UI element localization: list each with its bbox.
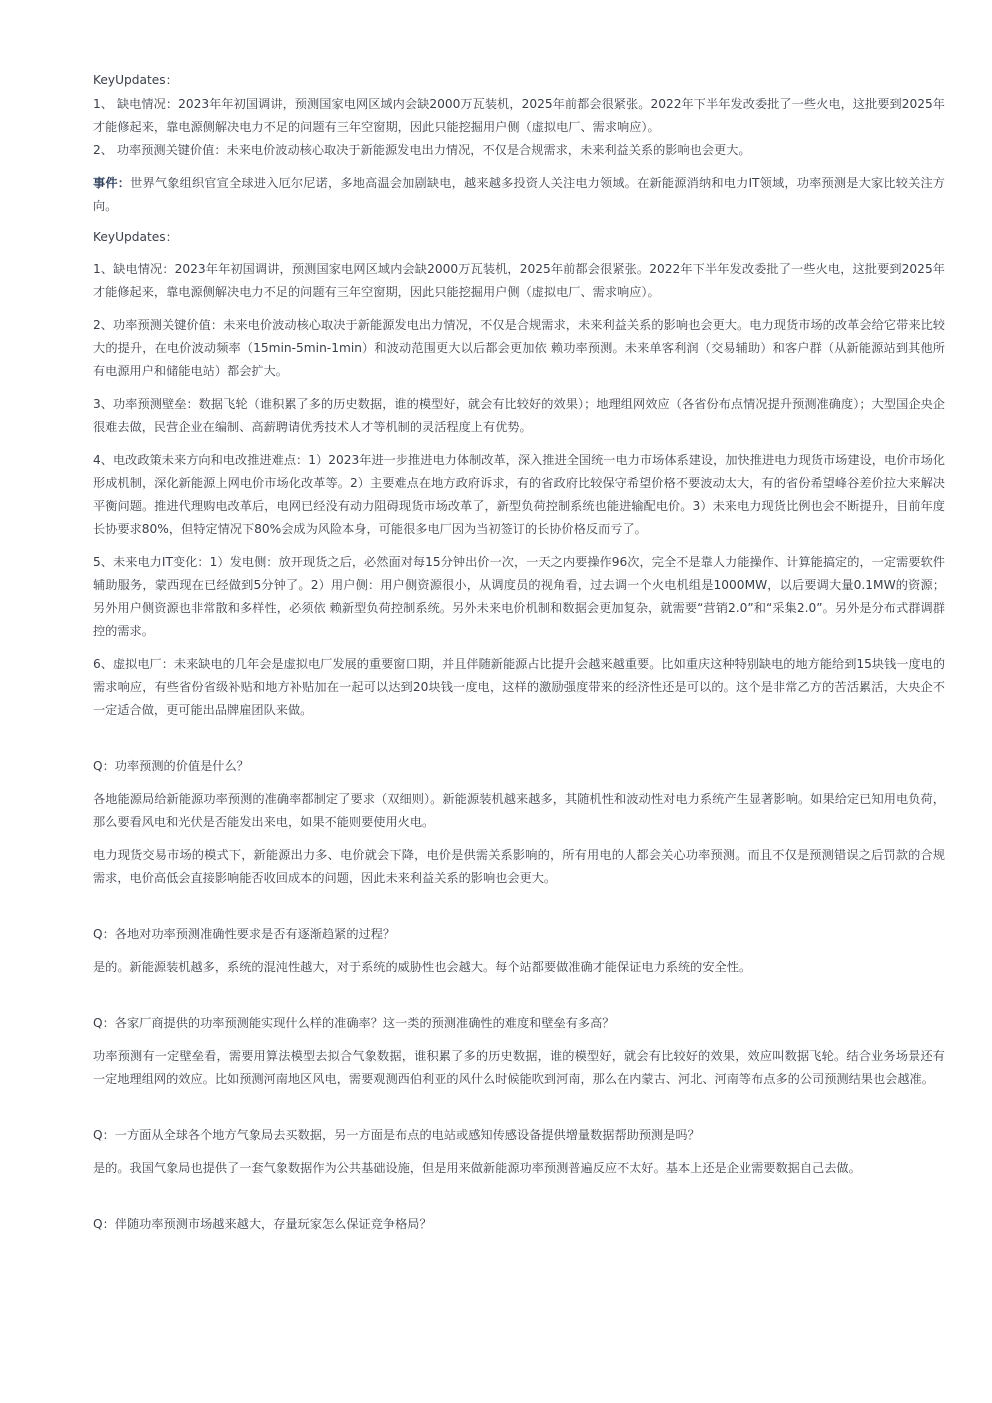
question-5: Q：伴随功率预测市场越来越大，存量玩家怎么保证竞争格局？ xyxy=(93,1217,432,1231)
answer-1b: 电力现货交易市场的模式下，新能源出力多、电价就会下降，电价是供需关系影响的，所有用电的人都会关心功率预测。而且不仅是预测错误之后罚款的合规需求，电价高低会直接影响能否收回成本的问题，因此未来利益关系的影响也会更大。 xyxy=(93,848,945,885)
answer-2: 是的。新能源装机越多，系统的混沌性越大，对于系统的威胁性也会越大。每个站都要做准确才能保证电力系统的安全性。 xyxy=(93,960,752,974)
point-5: 5、未来电力IT变化：1）发电侧：放开现货之后，必然面对每15分钟出价一次，一天之内要操作96次，完全不是靠人力能操作、计算能搞定的，一定需要软件辅助服务，蒙西现在已经做到5分钟了。2）用户侧：用户侧资源很小，从调度员的视角看，过去调一个火电机组是1000MW，以后要调大量0.1MW的资源；另外用户侧资源也非常散和多样性，必须依 赖新型负荷控制系统。另外未来电价机制和数据会更加复杂，就需要“营销2.0”和“采集2.0”。另外是分布式群调群控的需求。 xyxy=(93,555,945,638)
event-paragraph xyxy=(93,172,945,218)
question-1: Q：功率预测的价值是什么？ xyxy=(93,759,249,773)
event-text: 世界气象组织官宣全球进入厄尔尼诺，多地高温会加剧缺电，越来越多投资人关注电力领域。在新能源消纳和电力IT领域，功率预测是大家比较关注方向。 xyxy=(93,176,945,213)
document-body xyxy=(93,69,945,1236)
answer-4: 是的。我国气象局也提供了一套气象数据作为公共基础设施，但是用来做新能源功率预测普遍反应不太好。基本上还是企业需要数据自己去做。 xyxy=(93,1161,861,1175)
keyupdates-heading: KeyUpdates： xyxy=(93,73,178,87)
answer-1a: 各地能源局给新能源功率预测的准确率都制定了要求（双细则）。新能源装机越来越多，其随机性和波动性对电力系统产生显著影响。如果给定已知用电负荷，那么要看风电和光伏是否能发出来电，如果不能则要使用火电。 xyxy=(93,792,945,829)
summary-item-1: 1、 缺电情况：2023年年初国调讲，预测国家电网区域内会缺2000万瓦装机，2025年前都会很紧张。2022年下半年发改委批了一些火电，这批要到2025年才能修起来，靠电源侧解决电力不足的问题有三年空窗期，因此只能挖掘用户侧（虚拟电厂、需求响应）。 xyxy=(93,97,945,134)
question-4: Q：一方面从全球各个地方气象局去买数据，另一方面是布点的电站或感知传感设备提供增量数据帮助预测是吗？ xyxy=(93,1128,700,1142)
question-2: Q：各地对功率预测准确性要求是否有逐渐趋紧的过程？ xyxy=(93,927,396,941)
summary-item-2: 2、 功率预测关键价值：未来电价波动核心取决于新能源发电出力情况，不仅是合规需求，未来利益关系的影响也会更大。 xyxy=(93,143,751,157)
point-6: 6、虚拟电厂：未来缺电的几年会是虚拟电厂发展的重要窗口期，并且伴随新能源占比提升会越来越重要。比如重庆这种特别缺电的地方能给到15块钱一度电的需求响应，有些省份省级补贴和地方补贴加在一起可以达到20块钱一度电，这样的激励强度带来的经济性还是可以的。这个是非常乙方的苦活累活，大央企不一定适合做，更可能出品牌雇团队来做。 xyxy=(93,657,946,717)
event-label: 事件： xyxy=(93,176,131,190)
keyupdates-heading-2: KeyUpdates： xyxy=(93,230,178,244)
question-3: Q：各家厂商提供的功率预测能实现什么样的准确率？这一类的预测准确性的难度和壁垒有多高？ xyxy=(93,1016,615,1030)
point-1: 1、缺电情况：2023年年初国调讲，预测国家电网区域内会缺2000万瓦装机，2025年前都会很紧张。2022年下半年发改委批了一些火电，这批要到2025年才能修起来，靠电源侧解决电力不足的问题有三年空窗期，因此只能挖掘用户侧（虚拟电厂、需求响应）。 xyxy=(93,262,945,299)
point-2: 2、功率预测关键价值：未来电价波动核心取决于新能源发电出力情况，不仅是合规需求，未来利益关系的影响也会更大。电力现货市场的改革会给它带来比较大的提升，在电价波动频率（15min-5min-1min）和波动范围更大以后都会更加依 赖功率预测。未来单客利润（交易辅助）和客户群（从新能源站到其他所有电源用户和储能电站）都会扩大。 xyxy=(93,318,945,378)
answer-3: 功率预测有一定壁垒看，需要用算法模型去拟合气象数据，谁积累了多的历史数据，谁的模型好，就会有比较好的效果，效应叫数据飞轮。结合业务场景还有一定地理组网的效应。比如预测河南地区风电，需要观测西伯利亚的风什么时候能吹到河南，那么在内蒙古、河北、河南等布点多的公司预测结果也会越准。 xyxy=(93,1049,945,1086)
point-3: 3、功率预测壁垒：数据飞轮（谁积累了多的历史数据，谁的模型好，就会有比较好的效果）；地理组网效应（各省份布点情况提升预测准确度）；大型国企央企很难去做，民营企业在编制、高薪聘请优秀技术人才等机制的灵活程度上有优势。 xyxy=(93,397,945,434)
point-4: 4、电改政策未来方向和电改推进难点：1）2023年进一步推进电力体制改革，深入推进全国统一电力市场体系建设，加快推进电力现货市场建设，电价市场化形成机制，深化新能源上网电价市场化改革等。2）主要难点在地方政府诉求，有的省政府比较保守希望价格不要波动太大，有的省份希望峰谷差价拉大来解决平衡问题。推进代理购电改革后，电网已经没有动力阻碍现货市场改革了，新型负荷控制系统也能进输配电价。3）未来电力现货比例也会不断提升，目前年度长协要求80%，但特定情况下80%会成为风险本身，可能很多电厂因为当初签订的长协价格反而亏了。 xyxy=(93,453,945,536)
